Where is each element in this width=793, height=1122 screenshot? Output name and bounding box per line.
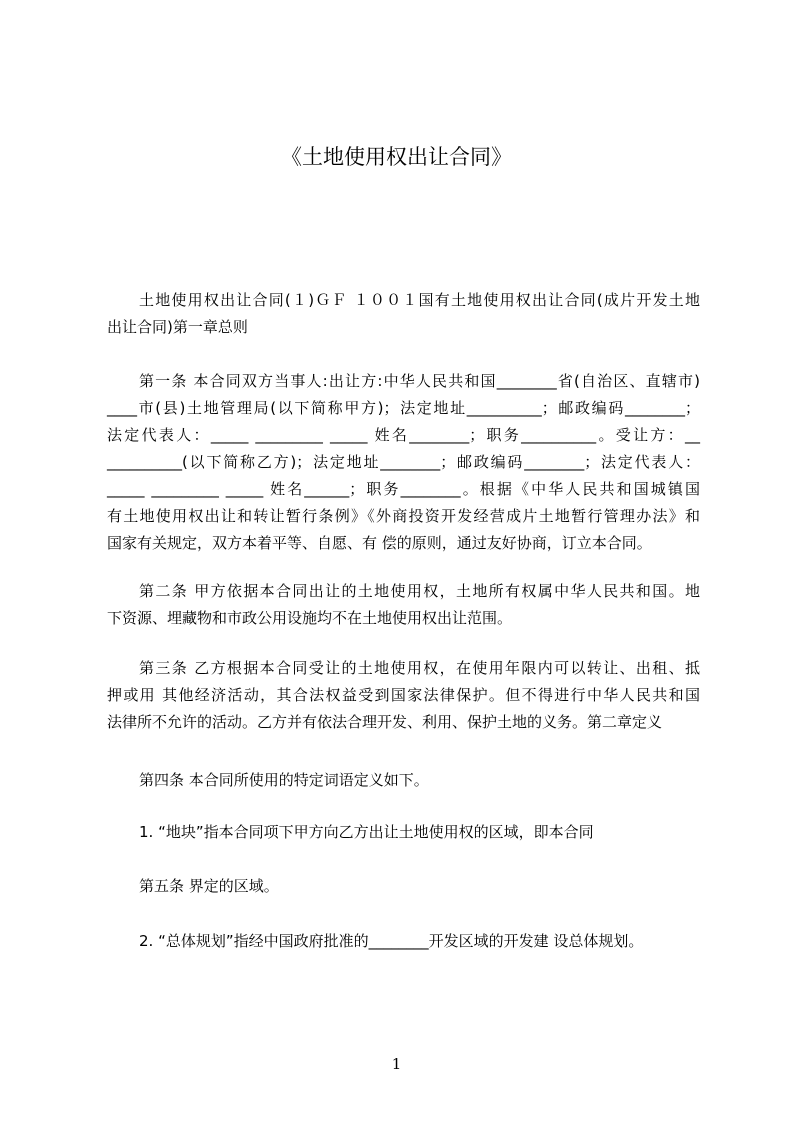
paragraph-line: 有土地使用权出让和转让暂行条例》《外商投资开发经营成片土地暂行管理办法》和 bbox=[107, 507, 700, 525]
paragraph-line: _____ _________ _____ 姓名______；职务________。根据《中华人民共和国城镇国 bbox=[107, 480, 700, 498]
paragraph-definition-1 bbox=[107, 819, 700, 846]
paragraph-article-5 bbox=[107, 873, 700, 900]
paragraph-article-2 bbox=[107, 578, 700, 632]
paragraph-heading-intro bbox=[107, 287, 700, 341]
paragraph-line: 法律所不允许的活动。乙方并有依法合理开发、利用、保护土地的义务。第二章定义 bbox=[107, 713, 663, 731]
page-number: 1 bbox=[391, 1055, 402, 1073]
paragraph-line: 2. “总体规划”指经中国政府批准的________开发区域的开发建 设总体规划。 bbox=[139, 932, 644, 950]
paragraph-article-1 bbox=[107, 368, 700, 557]
paragraph-line: 第一条 本合同双方当事人:出让方:中华人民共和国________省(自治区、直辖市) bbox=[139, 372, 700, 390]
paragraph-line: 第二条 甲方依据本合同出让的土地使用权，土地所有权属中华人民共和国。地 bbox=[139, 582, 700, 600]
paragraph-line: 出让合同)第一章总则 bbox=[107, 318, 248, 336]
paragraph-line: ____市(县)土地管理局(以下简称甲方)；法定地址__________；邮政编码________； bbox=[107, 399, 700, 417]
paragraph-line: 1. “地块”指本合同项下甲方向乙方出让土地使用权的区域，即本合同 bbox=[139, 823, 594, 841]
paragraph-article-3 bbox=[107, 655, 700, 736]
paragraph-article-4 bbox=[107, 767, 700, 794]
paragraph-definition-2 bbox=[107, 928, 700, 955]
paragraph-line: 土地使用权出让合同(１)ＧＦ １００１国有土地使用权出让合同(成片开发土地 bbox=[139, 291, 700, 309]
paragraph-line: 第三条 乙方根据本合同受让的土地使用权，在使用年限内可以转让、出租、抵 bbox=[139, 659, 700, 677]
paragraph-line: __________(以下简称乙方)；法定地址________；邮政编码________；法定代表人： bbox=[107, 453, 700, 471]
document-title: 《土地使用权出让合同》 bbox=[281, 145, 512, 169]
paragraph-line: 第五条 界定的区域。 bbox=[139, 877, 279, 895]
paragraph-line: 下资源、埋藏物和市政公用设施均不在土地使用权出让范围。 bbox=[107, 609, 513, 627]
paragraph-line: 法定代表人：_____ _________ _____ 姓名________；职务__________。受让方：__ bbox=[107, 426, 700, 444]
paragraph-line: 第四条 本合同所使用的特定词语定义如下。 bbox=[139, 771, 429, 789]
paragraph-line: 国家有关规定，双方本着平等、自愿、有 偿的原则，通过友好协商，订立本合同。 bbox=[107, 534, 652, 552]
paragraph-line: 押或用 其他经济活动，其合法权益受到国家法律保护。但不得进行中华人民共和国 bbox=[107, 686, 700, 704]
